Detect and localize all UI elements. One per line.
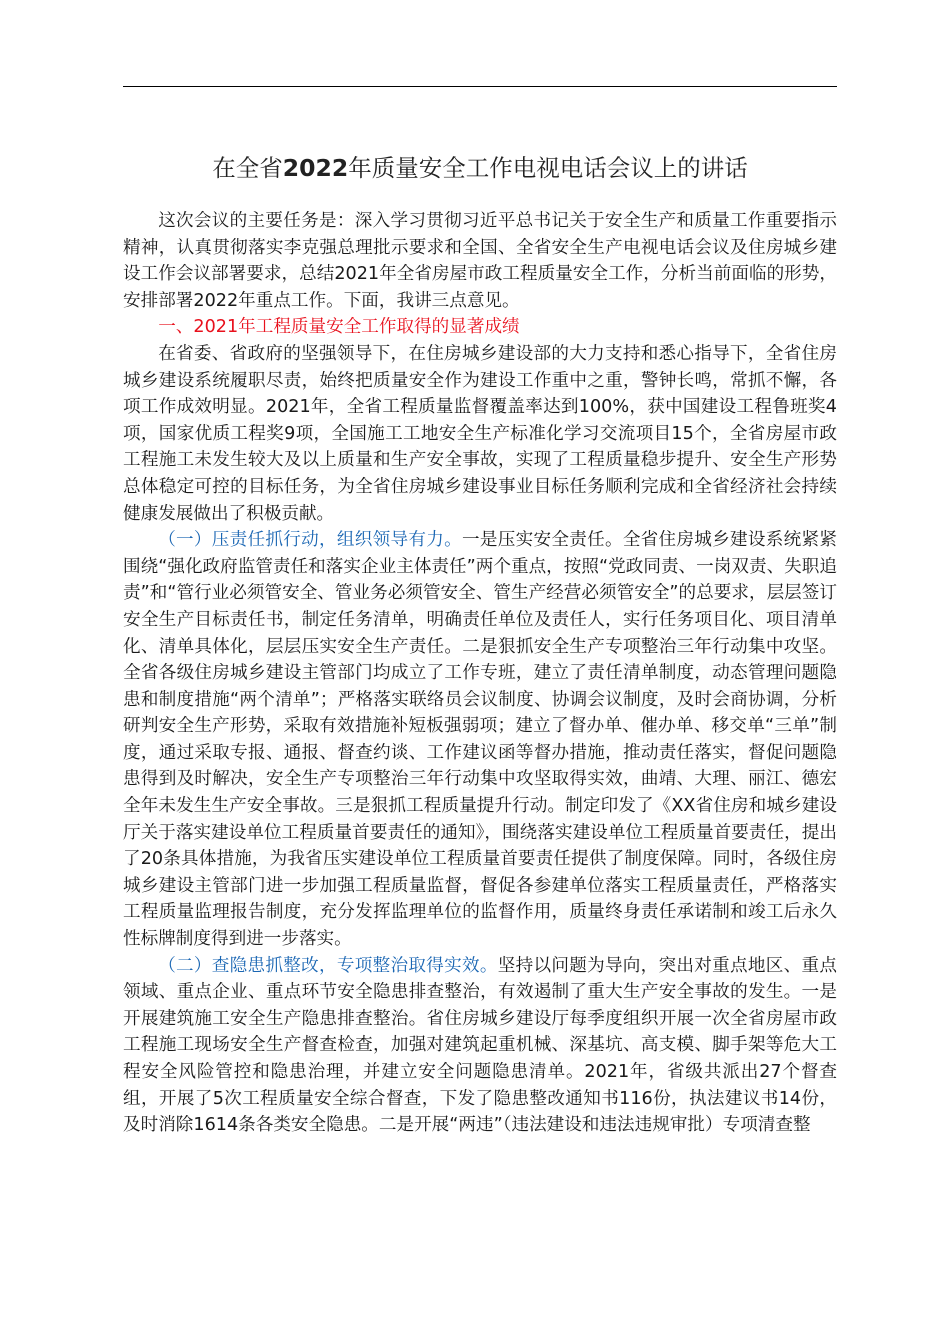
subsection-heading-1: （一）压责任抓行动，组织领导有力。 <box>158 530 462 551</box>
subsection-text-2: 坚持以问题为导向，突出对重点地区、重点领域、重点企业、重点环节安全隐患排查整治，有效遏制了重大生产安全事故的发生。一是开展建筑施工安全生产隐患排查整治。省住房城乡建设厅每季度组织开展一次全省房屋市政工程施工现场安全生产督查检查，加强对建筑起重机械、深基坑、高支模、脚手架等危大工程安全风险管控和隐患治理，并建立安全问题隐患清单。2021年，省级共派出27个督查组，开展了5次工程质量安全综合督查，下发了隐患整改通知书116份，执法建议书14份，及时消除1614条各类安全隐患。二是开展“两违”（违法建设和违法违规审批）专项清查整 <box>123 955 837 1136</box>
document-body <box>123 208 837 1139</box>
paragraph-subsection-1 <box>123 527 837 953</box>
subsection-text-1: 一是压实安全责任。全省住房城乡建设系统紧紧围绕“强化政府监管责任和落实企业主体责任”两个重点，按照“党政同责、一岗双责、失职追责”和“管行业必须管安全、管业务必须管安全、管生产经营必须管安全”的总要求，层层签订安全生产目标责任书，制定任务清单，明确责任单位及责任人，实行任务项目化、项目清单化、清单具体化，层层压实安全生产责任。二是狠抓安全生产专项整治三年行动集中攻坚。全省各级住房城乡建设主管部门均成立了工作专班，建立了责任清单制度，动态管理问题隐患和制度措施“两个清单”；严格落实联络员会议制度、协调会议制度，及时会商协调，分析研判安全生产形势，采取有效措施补短板强弱项；建立了督办单、催办单、移交单“三单”制度，通过采取专报、通报、督查约谈、工作建议函等督办措施，推动责任落实，督促问题隐患得到及时解决，安全生产专项整治三年行动集中攻坚取得实效，曲靖、大理、丽江、德宏全年未发生生产安全事故。三是狠抓工程质量提升行动。制定印发了《XX省住房和城乡建设厅关于落实建设单位工程质量首要责任的通知》，围绕落实建设单位工程质量首要责任，提出了20条具体措施，为我省压实建设单位工程质量首要责任提供了制度保障。同时，各级住房城乡建设主管部门进一步加强工程质量监督，督促各参建单位落实工程质量责任，严格落实工程质量监理报告制度，充分发挥监理单位的监督作用，质量终身责任承诺制和竣工后永久性标牌制度得到进一步落实。 <box>123 530 837 950</box>
paragraph-intro: 这次会议的主要任务是：深入学习贯彻习近平总书记关于安全生产和质量工作重要指示精神，认真贯彻落实李克强总理批示要求和全国、全省安全生产电视电话会议及住房城乡建设工作会议部署要求，总结2021年全省房屋市政工程质量安全工作，分析当前面临的形势，安排部署2022年重点工作。下面，我讲三点意见。 <box>123 211 837 311</box>
paragraph-subsection-2 <box>123 953 837 1139</box>
header-rule <box>123 86 837 87</box>
title-prefix: 在全省 <box>212 154 283 182</box>
title-year: 2022 <box>282 154 349 182</box>
section-heading-1: 一、2021年工程质量安全工作取得的显著成绩 <box>158 317 520 338</box>
title-suffix: 年质量安全工作电视电话会议上的讲话 <box>348 154 748 182</box>
subsection-heading-2: （二）查隐患抓整改，专项整治取得实效。 <box>158 955 498 976</box>
paragraph-achievements: 在省委、省政府的坚强领导下，在住房城乡建设部的大力支持和悉心指导下，全省住房城乡建设系统履职尽责，始终把质量安全作为建设工作重中之重，警钟长鸣，常抓不懈，各项工作成效明显。2021年，全省工程质量监督覆盖率达到100%，获中国建设工程鲁班奖4项，国家优质工程奖9项，全国施工工地安全生产标准化学习交流项目15个，全省房屋市政工程施工未发生较大及以上质量和生产安全事故，实现了工程质量稳步提升、安全生产形势总体稳定可控的目标任务，为全省住房城乡建设事业目标任务顺利完成和全省经济社会持续健康发展做出了积极贡献。 <box>123 343 837 524</box>
page-title <box>123 150 837 186</box>
